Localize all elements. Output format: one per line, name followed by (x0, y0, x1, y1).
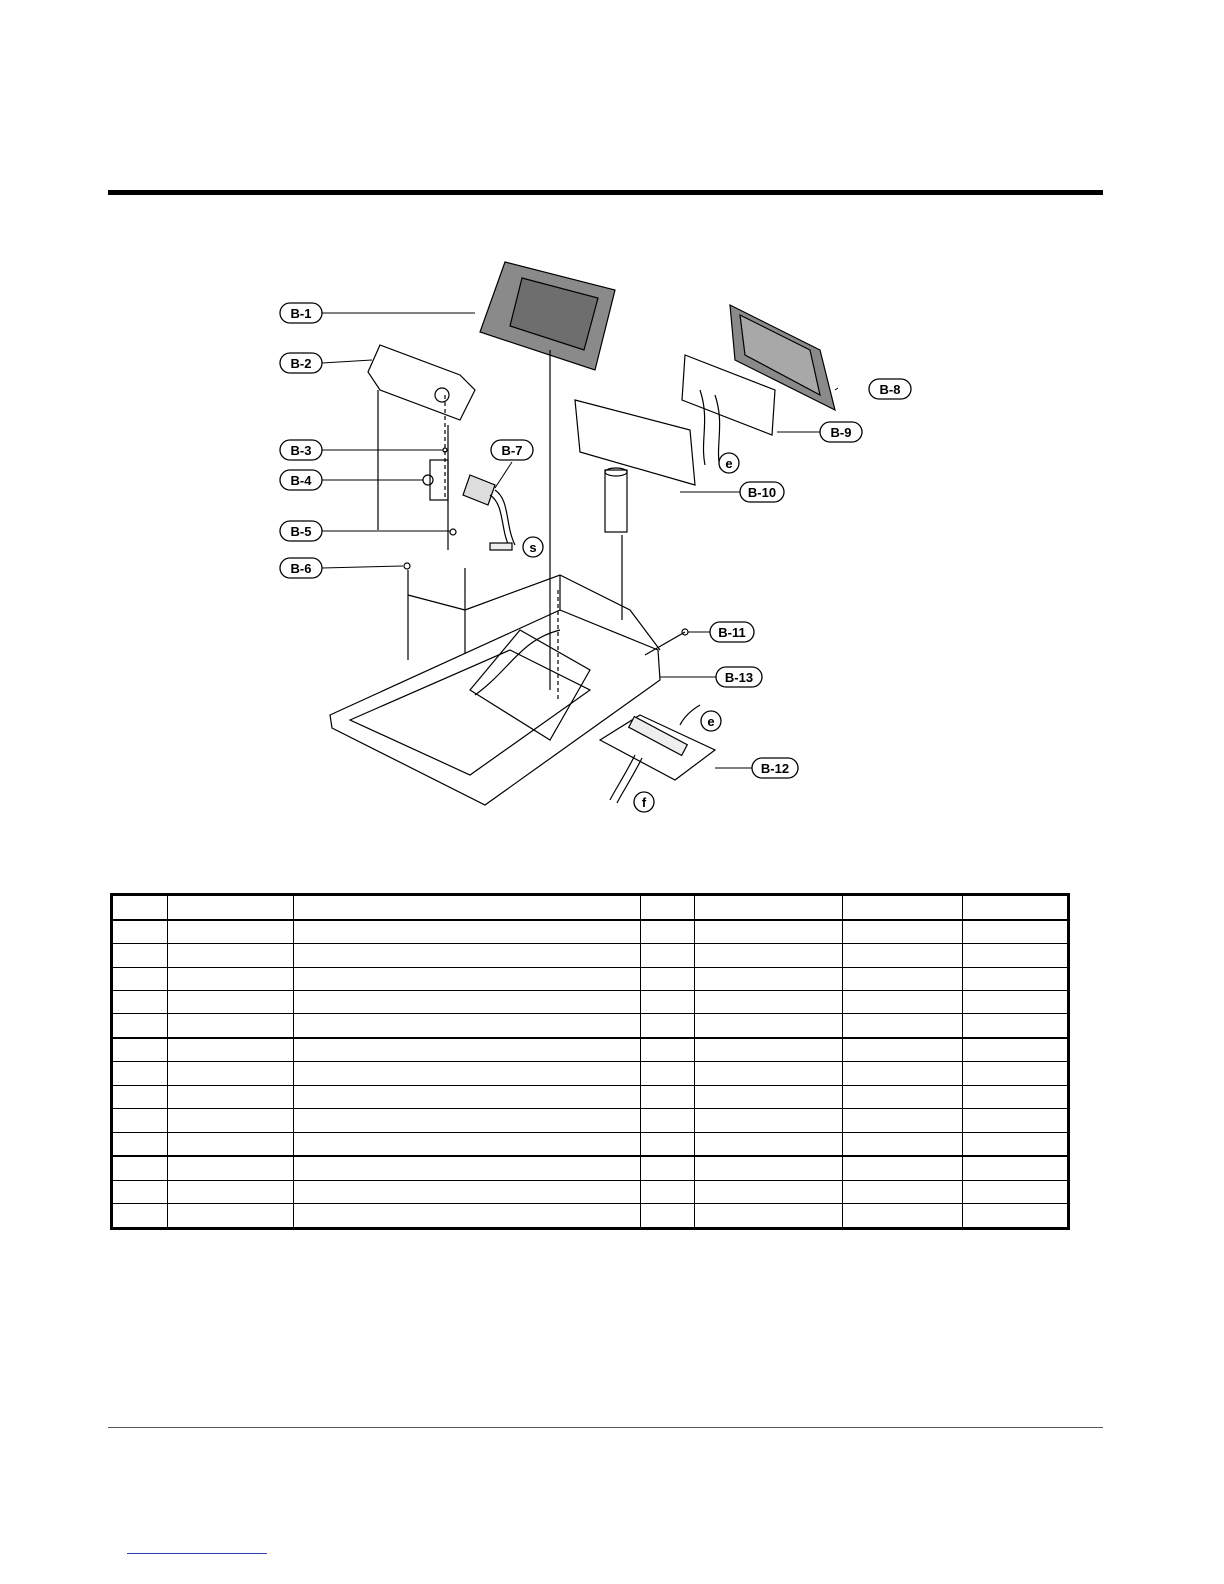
table-row (112, 1062, 1069, 1085)
table-cell (962, 1038, 1068, 1062)
table-row (112, 967, 1069, 990)
table-cell (694, 1109, 842, 1132)
table-cell (694, 1038, 842, 1062)
callout-b8 (869, 379, 911, 399)
table-cell (168, 1085, 294, 1108)
callout-b13 (716, 667, 762, 687)
svg-text:B-12: B-12 (760, 761, 790, 776)
table-cell (168, 895, 294, 920)
table-cell (962, 1109, 1068, 1132)
table-cell (168, 1180, 294, 1203)
table-cell (640, 1085, 694, 1108)
svg-text:B-9: B-9 (830, 425, 852, 440)
table-cell (962, 895, 1068, 920)
table-cell (842, 920, 962, 944)
table-cell (112, 1180, 168, 1203)
svg-text:f: f (641, 795, 647, 810)
table-cell (962, 1180, 1068, 1203)
table-cell (694, 920, 842, 944)
table-cell (112, 1014, 168, 1038)
table-cell (112, 1085, 168, 1108)
table-cell (168, 1062, 294, 1085)
table-row (112, 944, 1069, 967)
table-cell (294, 1038, 640, 1062)
table-cell (112, 967, 168, 990)
table-row (112, 1204, 1069, 1229)
table-cell (168, 991, 294, 1014)
table-cell (640, 895, 694, 920)
table-cell (842, 991, 962, 1014)
table-row (112, 1014, 1069, 1038)
table-cell (112, 944, 168, 967)
callout-b1 (280, 303, 322, 323)
table-cell (842, 1156, 962, 1180)
table-cell (640, 991, 694, 1014)
table-cell (112, 1204, 168, 1229)
svg-text:B-7: B-7 (501, 443, 523, 458)
table-cell (640, 944, 694, 967)
table-cell (168, 1014, 294, 1038)
table-row (112, 1156, 1069, 1180)
callout-b9 (820, 422, 862, 442)
svg-text:B-8: B-8 (879, 382, 901, 397)
table-row (112, 1038, 1069, 1062)
table-cell (294, 1204, 640, 1229)
table-cell (842, 1109, 962, 1132)
footer-link-underline[interactable] (127, 1553, 267, 1554)
table-cell (640, 1156, 694, 1180)
callout-b10 (740, 482, 784, 502)
table-row (112, 991, 1069, 1014)
table-cell (694, 1085, 842, 1108)
table-cell (294, 1180, 640, 1203)
table-cell (962, 1062, 1068, 1085)
table-cell (842, 1062, 962, 1085)
table-cell (294, 1062, 640, 1085)
table-row (112, 1180, 1069, 1203)
table-cell (168, 1109, 294, 1132)
svg-text:s: s (529, 540, 537, 555)
table-cell (294, 1132, 640, 1156)
parts-list-table (110, 893, 1070, 1230)
table-cell (294, 1085, 640, 1108)
table-cell (962, 967, 1068, 990)
svg-text:B-5: B-5 (290, 524, 312, 539)
svg-text:B-4: B-4 (290, 473, 312, 488)
table-row (112, 1085, 1069, 1108)
callout-b7 (491, 440, 533, 460)
table-cell (294, 991, 640, 1014)
table-cell (640, 1204, 694, 1229)
table-cell (640, 967, 694, 990)
table-cell (294, 944, 640, 967)
callout-b2 (280, 353, 322, 373)
table-cell (168, 920, 294, 944)
table-cell (294, 967, 640, 990)
table-cell (294, 1109, 640, 1132)
table-cell (842, 1038, 962, 1062)
table-cell (168, 1038, 294, 1062)
table-cell (962, 1132, 1068, 1156)
callout-b11 (710, 622, 754, 642)
table-cell (962, 920, 1068, 944)
table-cell (694, 1062, 842, 1085)
table-cell (694, 895, 842, 920)
table-cell (168, 1156, 294, 1180)
table-cell (294, 895, 640, 920)
table-cell (640, 920, 694, 944)
table-cell (694, 991, 842, 1014)
svg-text:e: e (707, 714, 715, 729)
table-cell (112, 895, 168, 920)
table-cell (168, 1204, 294, 1229)
callout-b5 (280, 521, 322, 541)
table-cell (640, 1062, 694, 1085)
svg-text:B-2: B-2 (290, 356, 312, 371)
table-cell (694, 967, 842, 990)
table-cell (962, 1156, 1068, 1180)
table-cell (842, 895, 962, 920)
svg-text:e: e (725, 456, 733, 471)
table-cell (694, 944, 842, 967)
header-rule (108, 190, 1103, 195)
table-cell (640, 1038, 694, 1062)
svg-text:B-1: B-1 (290, 306, 312, 321)
table-cell (168, 967, 294, 990)
table-cell (294, 1014, 640, 1038)
table-cell (168, 944, 294, 967)
callout-b6 (280, 558, 322, 578)
table-cell (694, 1132, 842, 1156)
table-cell (112, 920, 168, 944)
table-cell (962, 1085, 1068, 1108)
table-cell (842, 967, 962, 990)
svg-text:B-3: B-3 (290, 443, 312, 458)
table-row (112, 1109, 1069, 1132)
table-row (112, 920, 1069, 944)
svg-text:B-10: B-10 (747, 485, 777, 500)
table-cell (962, 1204, 1068, 1229)
table-row (112, 1132, 1069, 1156)
table-cell (842, 944, 962, 967)
table-cell (962, 944, 1068, 967)
b10-display-shape (575, 400, 695, 485)
table-cell (112, 1156, 168, 1180)
table-cell (694, 1204, 842, 1229)
table-cell (112, 1038, 168, 1062)
table-cell (294, 920, 640, 944)
table-cell (168, 1132, 294, 1156)
table-cell (112, 991, 168, 1014)
table-cell (842, 1085, 962, 1108)
table-cell (640, 1109, 694, 1132)
callout-b3 (280, 440, 322, 460)
connector-f (634, 792, 654, 812)
b12-board-shape (600, 715, 715, 780)
table-cell (112, 1062, 168, 1085)
callout-b4 (280, 470, 322, 490)
table-cell (640, 1014, 694, 1038)
table-row (112, 895, 1069, 920)
svg-text:B-13: B-13 (724, 670, 754, 685)
footer-rule (108, 1427, 1103, 1428)
connector-e-top (719, 453, 739, 473)
table-cell (640, 1180, 694, 1203)
table-cell (694, 1156, 842, 1180)
svg-text:B-6: B-6 (290, 561, 312, 576)
table-cell (842, 1204, 962, 1229)
table-cell (694, 1180, 842, 1203)
table-cell (112, 1132, 168, 1156)
table-cell (842, 1132, 962, 1156)
table-cell (842, 1180, 962, 1203)
table-cell (694, 1014, 842, 1038)
table-cell (640, 1132, 694, 1156)
table-cell (294, 1156, 640, 1180)
callout-b12 (752, 758, 798, 778)
connector-e-bottom (701, 711, 721, 731)
table-cell (842, 1014, 962, 1038)
table-cell (112, 1109, 168, 1132)
svg-text:B-11: B-11 (718, 625, 746, 640)
table-cell (962, 991, 1068, 1014)
b2-cover-shape (368, 345, 475, 420)
connector-s (523, 537, 543, 557)
exploded-parts-diagram (260, 250, 960, 830)
table-cell (962, 1014, 1068, 1038)
